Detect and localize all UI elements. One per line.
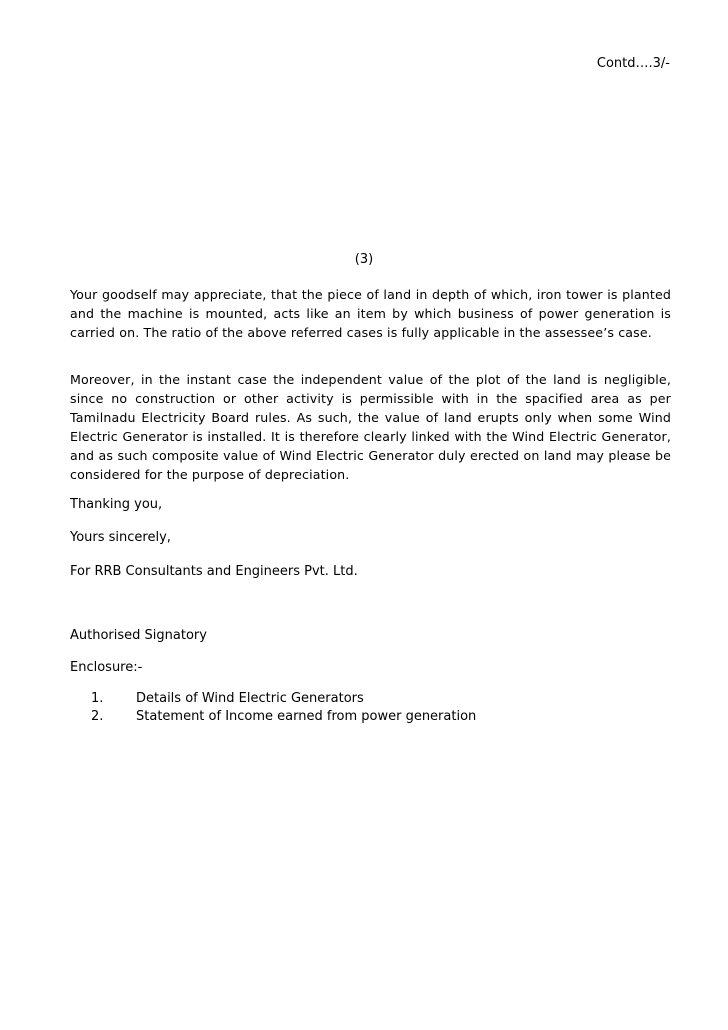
company-name: For RRB Consultants and Engineers Pvt. Ltd. bbox=[70, 564, 358, 579]
closing-salutation: Yours sincerely, bbox=[70, 530, 171, 545]
signatory-label: Authorised Signatory bbox=[70, 628, 207, 643]
enclosure-item bbox=[70, 708, 476, 726]
body-paragraph-2: Moreover, in the instant case the independent value of the plot of the land is negligible, since no construction or other activity is permissible with in the spacified area as per Tamilnadu Electricity Board rules. As such, the value of land erupts only when some Wind Electric Generator is installed. It is therefore clearly linked with the Wind Electric Generator, and as such composite value of Wind Electric Generator duly erected on land may please be considered for the purpose of depreciation. bbox=[70, 372, 671, 482]
continuation-note: Contd….3/- bbox=[596, 56, 670, 71]
enclosure-number: 1. bbox=[91, 691, 104, 706]
closing-thanks: Thanking you, bbox=[70, 497, 163, 512]
enclosure-text: Details of Wind Electric Generators bbox=[136, 691, 364, 706]
enclosure-text: Statement of Income earned from power generation bbox=[136, 709, 477, 724]
page-number: (3) bbox=[354, 252, 374, 267]
enclosure-list bbox=[70, 690, 476, 726]
body-paragraph-1: Your goodself may appreciate, that the piece of land in depth of which, iron tower is planted and the machine is mounted, acts like an item by which business of power generation is carried on. The ratio of the above referred cases is fully applicable in the assessee’s case. bbox=[70, 287, 671, 340]
enclosure-item bbox=[70, 690, 476, 708]
enclosure-label: Enclosure:- bbox=[70, 660, 143, 675]
enclosure-number: 2. bbox=[91, 709, 104, 724]
